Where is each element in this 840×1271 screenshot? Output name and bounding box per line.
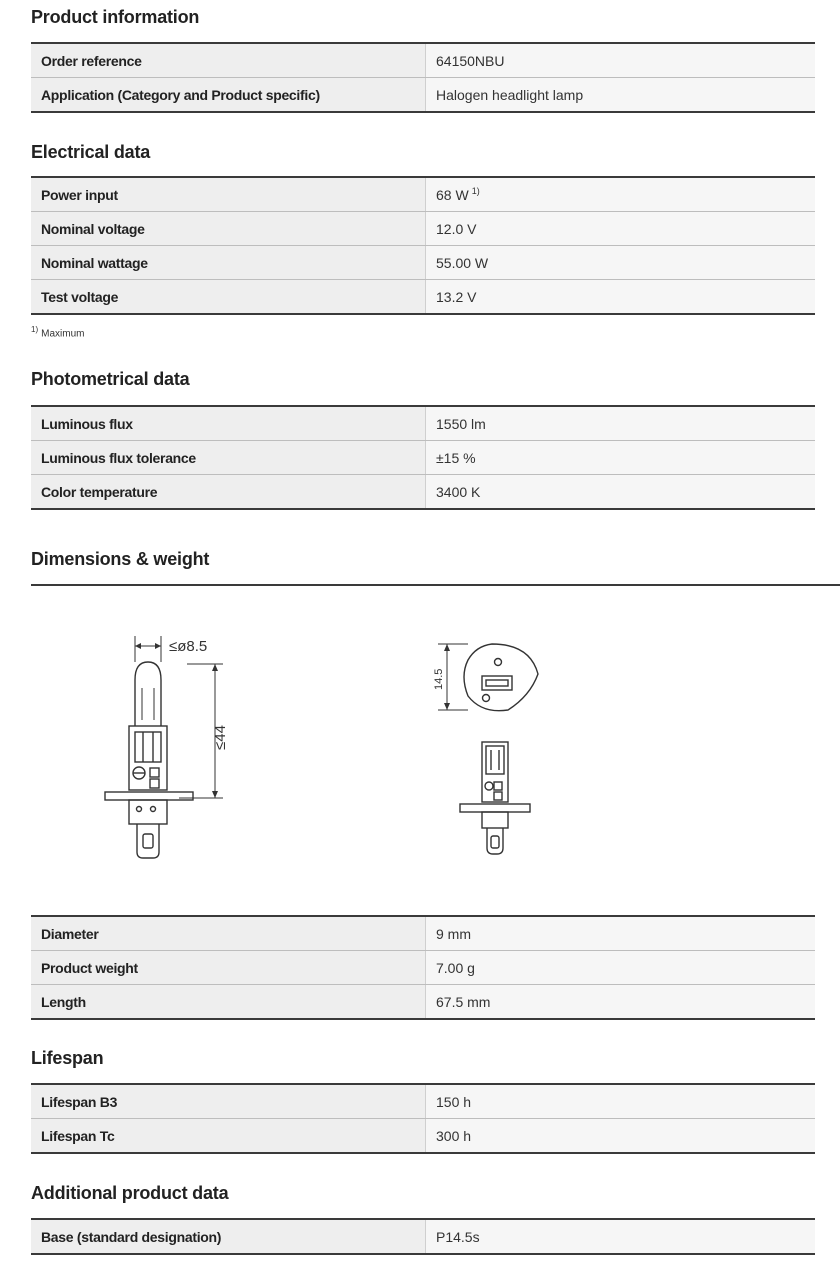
row-label: Nominal wattage <box>31 246 425 279</box>
row-value: 12.0 V <box>425 212 815 245</box>
row-label: Diameter <box>31 917 425 950</box>
section-title-electrical-data: Electrical data <box>31 142 151 162</box>
table-row <box>31 1085 815 1118</box>
section-title-lifespan: Lifespan <box>31 1048 104 1068</box>
table-row <box>31 44 815 77</box>
length-dimension-label: ≤44 <box>212 725 229 750</box>
table-row <box>31 211 815 245</box>
table-row <box>31 1118 815 1152</box>
row-value: 3400 K <box>425 475 815 508</box>
footnote-marker: 1) <box>471 185 480 196</box>
row-label: Nominal voltage <box>31 212 425 245</box>
row-label: Power input <box>31 178 425 211</box>
row-value: 64150NBU <box>425 44 815 77</box>
table-row <box>31 407 815 440</box>
footnote-marker: 1) <box>31 325 39 334</box>
row-value <box>425 178 815 211</box>
row-value: 67.5 mm <box>425 985 815 1018</box>
row-label: Base (standard designation) <box>31 1220 425 1253</box>
lamp-base-views-drawing <box>430 638 560 863</box>
row-label: Luminous flux tolerance <box>31 441 425 474</box>
row-value: 9 mm <box>425 917 815 950</box>
row-value: 1550 lm <box>425 407 815 440</box>
row-label: Test voltage <box>31 280 425 313</box>
section-title-product-information: Product information <box>31 7 200 27</box>
row-label: Product weight <box>31 951 425 984</box>
additional-product-data-table <box>31 1218 815 1255</box>
row-value: 55.00 W <box>425 246 815 279</box>
row-label: Luminous flux <box>31 407 425 440</box>
base-dimension-label: 14.5 <box>433 668 445 690</box>
photometrical-data-table <box>31 405 815 510</box>
table-row <box>31 279 815 313</box>
table-row <box>31 178 815 211</box>
table-row <box>31 917 815 950</box>
table-row <box>31 984 815 1018</box>
row-label: Lifespan B3 <box>31 1085 425 1118</box>
row-value: 13.2 V <box>425 280 815 313</box>
section-divider <box>31 584 840 586</box>
row-label: Length <box>31 985 425 1018</box>
row-value: 150 h <box>425 1085 815 1118</box>
lifespan-table <box>31 1083 815 1154</box>
value-text: 68 W <box>436 186 469 203</box>
footnote <box>31 325 84 339</box>
product-information-table <box>31 42 815 113</box>
row-value: Halogen headlight lamp <box>425 78 815 111</box>
electrical-data-table <box>31 176 815 315</box>
dimensions-weight-table <box>31 915 815 1020</box>
row-value: ±15 % <box>425 441 815 474</box>
row-label: Application (Category and Product specific) <box>31 78 425 111</box>
row-value: 300 h <box>425 1119 815 1152</box>
row-label: Lifespan Tc <box>31 1119 425 1152</box>
section-title-dimensions-weight: Dimensions & weight <box>31 549 210 569</box>
row-value: 7.00 g <box>425 951 815 984</box>
table-row <box>31 1220 815 1253</box>
section-title-photometrical-data: Photometrical data <box>31 369 190 389</box>
table-row <box>31 77 815 111</box>
table-row <box>31 950 815 984</box>
diameter-dimension-label: ≤ø8.5 <box>169 638 208 655</box>
table-row <box>31 474 815 508</box>
section-title-additional-product-data: Additional product data <box>31 1183 229 1203</box>
lamp-side-view-drawing <box>95 628 245 863</box>
table-row <box>31 440 815 474</box>
row-value: P14.5s <box>425 1220 815 1253</box>
table-row <box>31 245 815 279</box>
footnote-text: Maximum <box>41 328 85 340</box>
row-label: Order reference <box>31 44 425 77</box>
row-label: Color temperature <box>31 475 425 508</box>
